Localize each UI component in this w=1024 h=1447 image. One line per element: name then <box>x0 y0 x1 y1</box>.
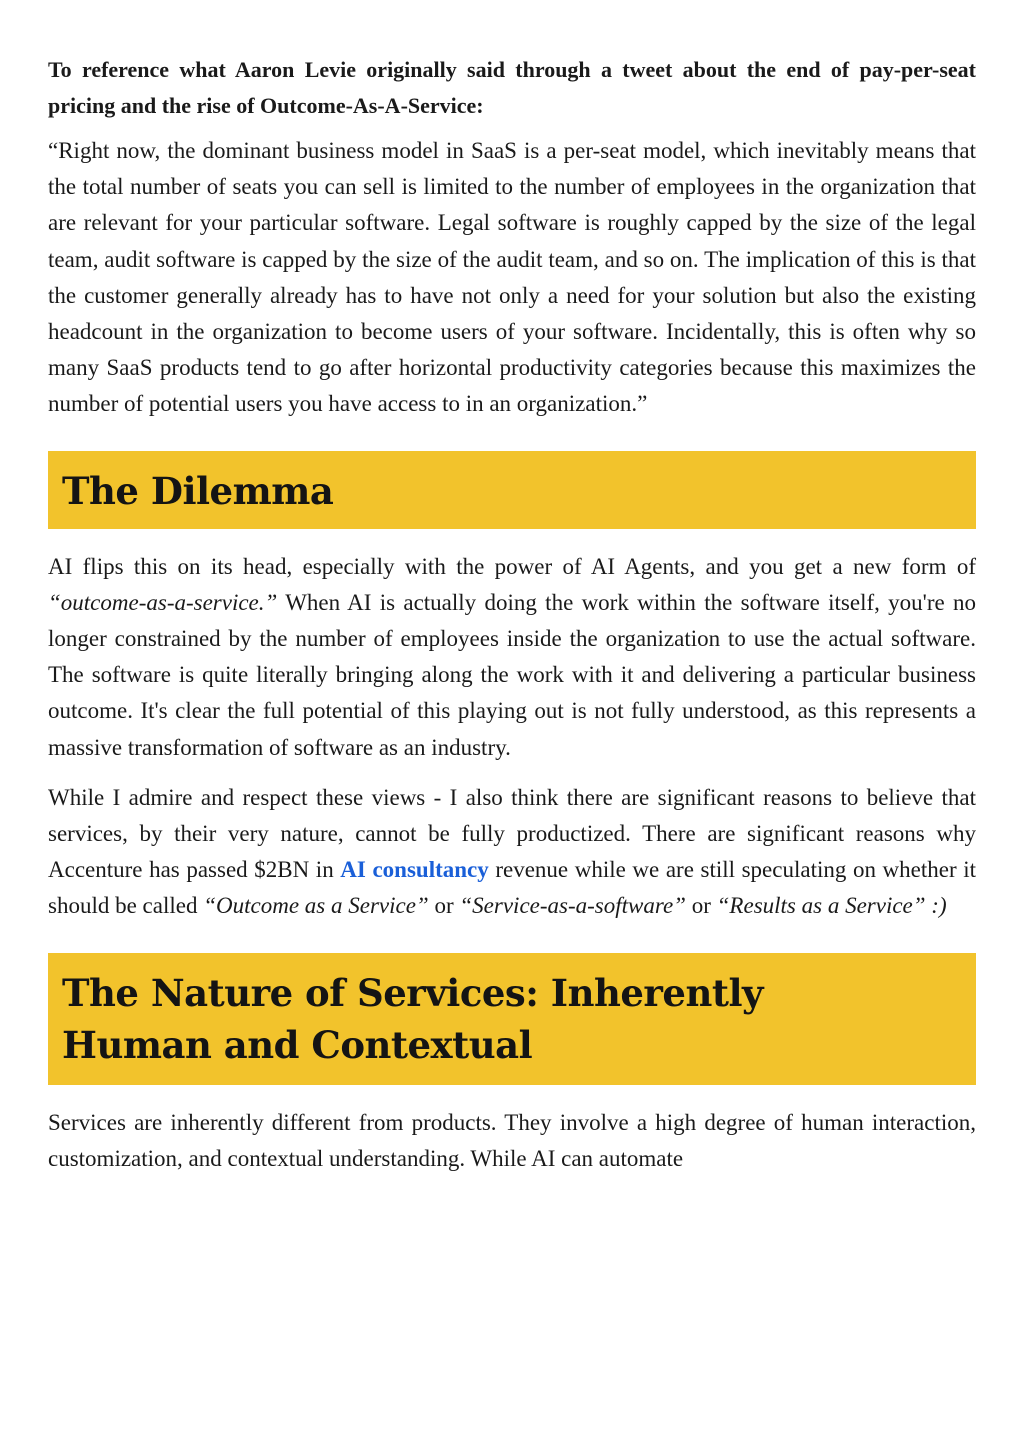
dilemma-paragraph-1 <box>48 549 976 766</box>
text-run: revenue while we are still speculating on whether it should be called <box>48 857 976 919</box>
emphasis-outcome-as-a-service: “outcome-as-a-service.” <box>48 589 278 615</box>
ai-consultancy-link[interactable]: AI consultancy <box>340 857 489 883</box>
article-content <box>48 52 976 1191</box>
intro-paragraph: To reference what Aaron Levie originally said through a tweet about the end of pay-per-seat pricing and the rise of Outcome-As-A-Service: <box>48 57 976 118</box>
dilemma-paragraph-2 <box>48 780 976 925</box>
section-heading-box <box>48 953 976 1085</box>
section-heading-box <box>48 451 976 529</box>
emphasis-service-as-a-software: “Service-as-a-software” <box>459 893 686 919</box>
emphasis-outcome-as-a-service-2: “Outcome as a Service” <box>203 893 429 919</box>
section-heading-nature-of-services <box>62 967 962 1071</box>
text-run: AI flips this on its head, especially with the power of AI Agents, and you get a new form of <box>48 553 976 579</box>
heading-line: Human and Contextual <box>62 1022 533 1067</box>
section-heading-dilemma: The Dilemma <box>62 468 334 513</box>
services-paragraph-1: Services are inherently different from products. They involve a high degree of human interaction, customization, and contextual understanding. While AI can automate <box>48 1109 976 1171</box>
quote-paragraph: “Right now, the dominant business model in SaaS is a per-seat model, which inevitably means that the total number of seats you can sell is limited to the number of employees in the organization that are relevant for your particular software. Legal software is roughly capped by the size of the legal team, audit software is capped by the size of the audit team, and so on. The implication of this is that the customer generally already has to have not only a need for your solution but also the existing headcount in the organization to become users of your software. Incidentally, this is often why so many SaaS products tend to go after horizontal productivity categories because this maximizes the number of potential users you have access to in an organization.” <box>48 138 976 417</box>
text-run: or <box>428 893 460 919</box>
text-run: or <box>685 893 717 919</box>
text-run: While I admire and respect these views - I also think there are significant reasons to believe that services, by their very nature, cannot be fully productized. There are significant reasons why Accenture has passed $2BN in <box>48 784 976 883</box>
heading-line: The Nature of Services: Inherently <box>62 970 764 1015</box>
emphasis-results-as-a-service: “Results as a Service” :) <box>716 893 947 919</box>
text-run: When AI is actually doing the work within the software itself, you're no longer constrained by the number of employees inside the organization to use the actual software. The software is quite literally bringing along the work with it and delivering a particular business outcome. It's clear the full potential of this playing out is not fully understood, as this represents a massive transformation of software as an industry. <box>48 589 976 760</box>
